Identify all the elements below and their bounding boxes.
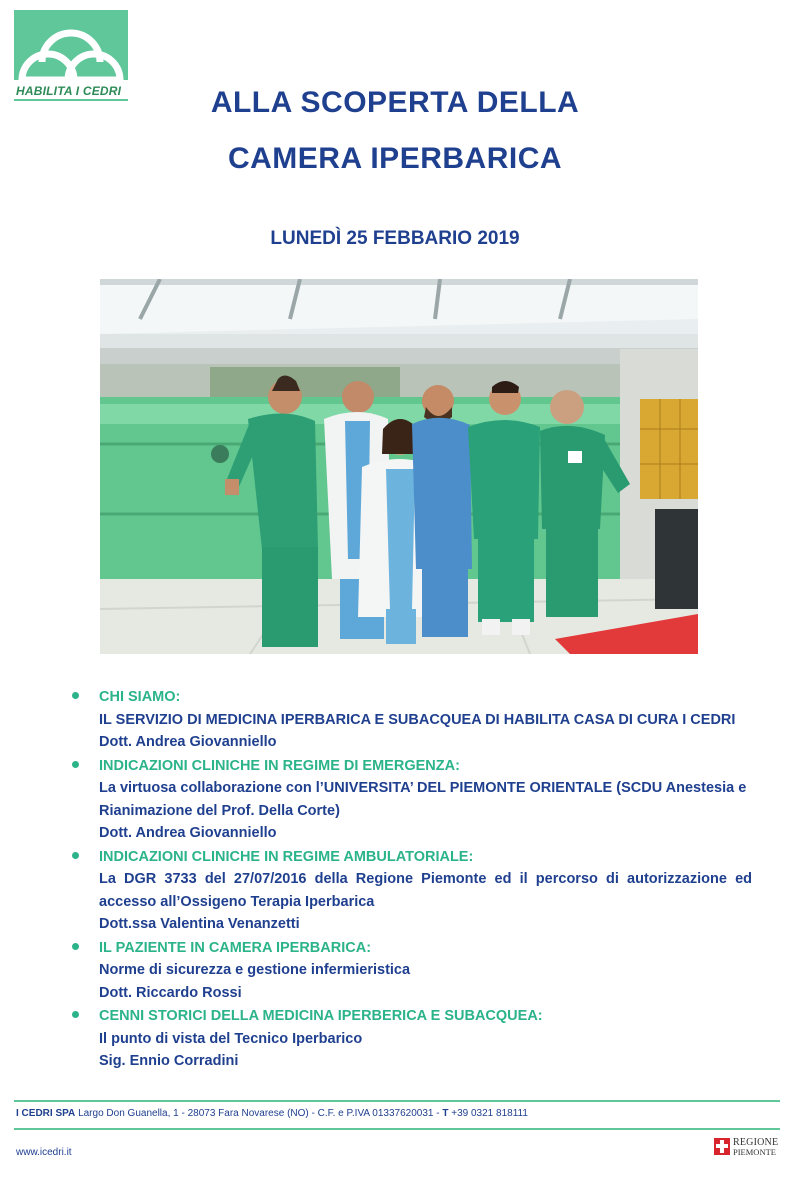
program-item-speaker: Dott. Andrea Giovanniello xyxy=(99,734,277,750)
footer-divider-bottom xyxy=(14,1128,780,1130)
page-title-line2: CAMERA IPERBARICA xyxy=(227,142,563,175)
program-item xyxy=(72,937,752,1005)
team-photo xyxy=(100,279,698,654)
footer-address-text: Largo Don Guanella, 1 - 28073 Fara Novarese (NO) - C.F. e P.IVA 01337620031 - xyxy=(78,1108,440,1119)
program-item xyxy=(72,846,752,936)
program-item-description: Il punto di vista del Tecnico Iperbarico xyxy=(99,1030,363,1047)
program-item-speaker: Sig. Ennio Corradini xyxy=(99,1053,239,1069)
page-title-line1: ALLA SCOPERTA DELLA xyxy=(210,86,580,119)
bullet-icon xyxy=(72,1011,79,1018)
program-item-speaker: Dott. Andrea Giovanniello xyxy=(99,825,277,841)
program-item-title: CENNI STORICI DELLA MEDICINA IPERBERICA E SUBACQUEA: xyxy=(99,1008,543,1024)
program-item-title: INDICAZIONI CLINICHE IN REGIME AMBULATORIALE: xyxy=(99,848,474,865)
regione-cross-icon xyxy=(714,1138,730,1155)
regione-text-line1: REGIONE xyxy=(733,1137,779,1148)
regione-text-line2: PIEMONTE xyxy=(733,1147,776,1157)
logo-arches-icon xyxy=(14,10,128,80)
program-item-title: INDICAZIONI CLINICHE IN REGIME DI EMERGENZA: xyxy=(99,757,460,774)
program-item-speaker: Dott.ssa Valentina Venanzetti xyxy=(99,916,300,932)
program-list xyxy=(72,686,752,1074)
footer-phone: +39 0321 818111 xyxy=(451,1108,528,1119)
program-item-description: Norme di sicurezza e gestione infermieristica xyxy=(99,962,411,978)
program-item-description: La virtuosa collaborazione con l’UNIVERSITA’ DEL PIEMONTE ORIENTALE (SCDU Anestesia e Rianimazione del Prof. Della Corte) xyxy=(99,780,747,819)
program-item-title: CHI SIAMO: xyxy=(99,689,181,705)
bullet-icon xyxy=(72,852,79,859)
program-item-description: La DGR 3733 del 27/07/2016 della Regione Piemonte ed il percorso di autorizzazione ed accesso all’Ossigeno Terapia Iperbarica xyxy=(99,871,752,910)
bullet-icon xyxy=(72,692,79,699)
regione-piemonte-logo xyxy=(714,1137,784,1159)
footer-address xyxy=(16,1108,528,1119)
event-date: LUNEDÌ 25 FEBBARIO 2019 xyxy=(270,228,520,249)
program-item xyxy=(72,755,752,845)
footer-divider-top xyxy=(14,1100,780,1102)
bullet-icon xyxy=(72,943,79,950)
footer-website-link[interactable]: www.icedri.it xyxy=(16,1147,72,1158)
footer-phone-label: T xyxy=(442,1108,449,1119)
program-item xyxy=(72,1005,752,1073)
logo-text: HABILITA I CEDRI xyxy=(16,84,122,98)
program-item-speaker: Dott. Riccardo Rossi xyxy=(99,984,242,1001)
program-item-title: IL PAZIENTE IN CAMERA IPERBARICA: xyxy=(99,939,372,956)
program-item-description: IL SERVIZIO DI MEDICINA IPERBARICA E SUBACQUEA DI HABILITA CASA DI CURA I CEDRI xyxy=(99,711,736,728)
bullet-icon xyxy=(72,761,79,768)
program-item xyxy=(72,686,752,754)
footer-company: I CEDRI SPA xyxy=(16,1108,76,1119)
